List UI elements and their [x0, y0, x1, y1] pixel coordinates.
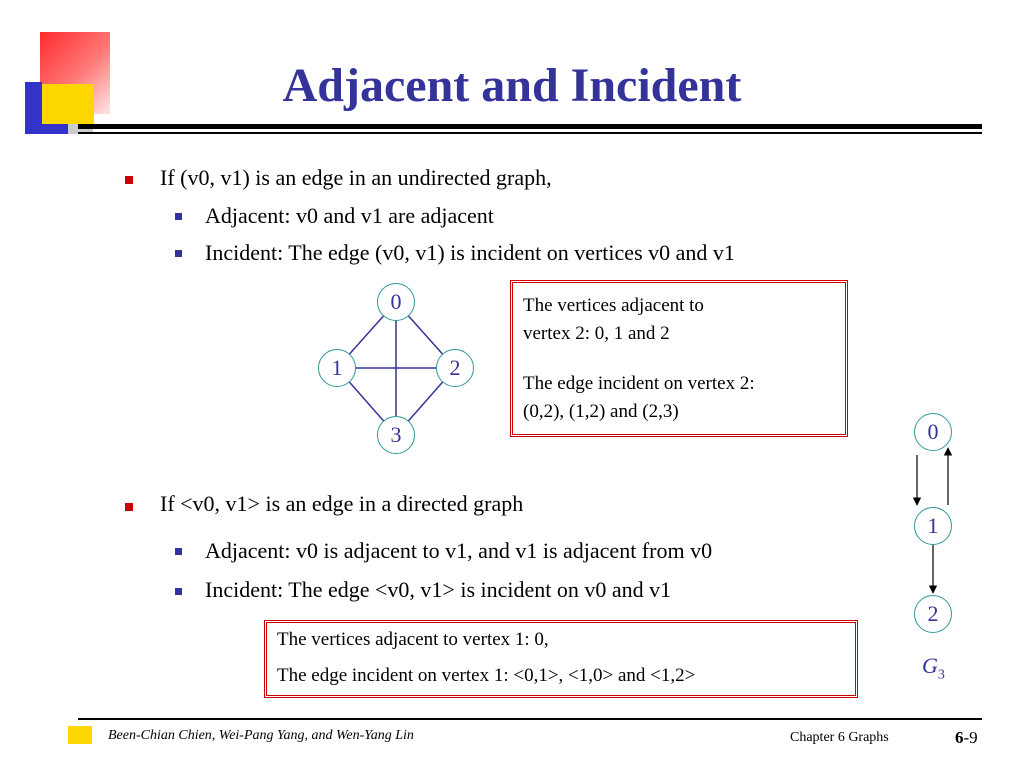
- title-rule-thin: [78, 132, 982, 134]
- g3-node-1: 1: [914, 507, 952, 545]
- footer-page-slide: -9: [963, 728, 978, 747]
- bullet-directed: If <v0, v1> is an edge in a directed graph: [160, 491, 524, 516]
- footer-page-number: [955, 728, 978, 748]
- g3-node-2: 2: [914, 595, 952, 633]
- g3-label: [922, 653, 945, 683]
- node-1: 1: [318, 349, 356, 387]
- box-undirected-line2: vertex 2: 0, 1 and 2: [523, 323, 670, 344]
- bullet-marker: [175, 213, 182, 220]
- g3-label-sub: 3: [937, 667, 945, 683]
- bullet-marker: [175, 250, 182, 257]
- box-directed-line1: The vertices adjacent to vertex 1: 0,: [277, 629, 549, 650]
- footer-chapter: Chapter 6 Graphs: [790, 730, 889, 745]
- footer-authors: Been-Chian Chien, Wei-Pang Yang, and Wen-Yang Lin: [108, 728, 414, 743]
- footer-rule: [78, 718, 982, 720]
- g3-node-0: 0: [914, 413, 952, 451]
- bullet-marker: [175, 548, 182, 555]
- bullet-undirected: If (v0, v1) is an edge in an undirected graph,: [160, 165, 552, 190]
- box-directed-line2: The edge incident on vertex 1: <0,1>, <1,0> and <1,2>: [277, 665, 696, 686]
- bullet-marker: [125, 176, 133, 184]
- box-undirected-line4: (0,2), (1,2) and (2,3): [523, 401, 679, 422]
- box-undirected-line1: The vertices adjacent to: [523, 295, 704, 316]
- node-2: 2: [436, 349, 474, 387]
- footer-page-chapter: 6: [955, 728, 964, 747]
- g3-label-main: G: [922, 653, 938, 678]
- footer-decor-square: [68, 726, 92, 744]
- title-rule-thick: [78, 124, 982, 129]
- box-undirected-line3: The edge incident on vertex 2:: [523, 373, 755, 394]
- bullet-marker: [125, 503, 133, 511]
- node-3: 3: [377, 416, 415, 454]
- bullet-directed-incident: Incident: The edge <v0, v1> is incident on v0 and v1: [205, 577, 672, 602]
- bullet-marker: [175, 588, 182, 595]
- slide-title: Adjacent and Incident: [282, 59, 742, 112]
- bullet-undirected-incident: Incident: The edge (v0, v1) is incident on vertices v0 and v1: [205, 240, 735, 265]
- directed-info-box: [264, 620, 858, 698]
- node-0: 0: [377, 283, 415, 321]
- bullet-undirected-adjacent: Adjacent: v0 and v1 are adjacent: [205, 203, 494, 228]
- undirected-info-box: [510, 280, 848, 437]
- bullet-directed-adjacent: Adjacent: v0 is adjacent to v1, and v1 is adjacent from v0: [205, 538, 713, 563]
